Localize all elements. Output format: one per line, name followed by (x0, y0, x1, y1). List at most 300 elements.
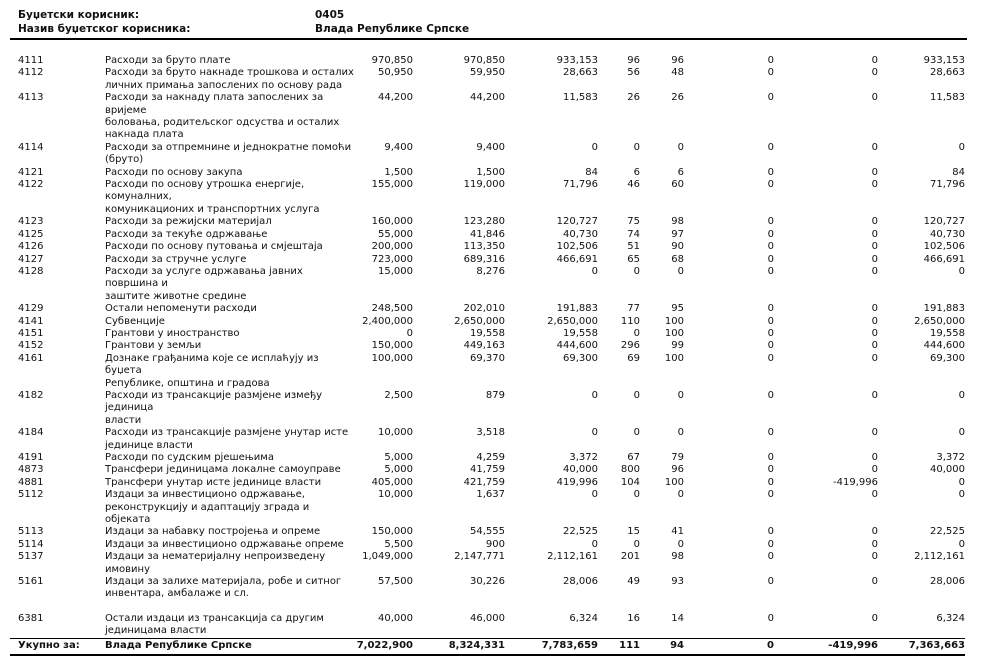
account-description: Расходи из трансакције размјене између јединица власти (105, 389, 323, 426)
budget-amount: 0 (406, 327, 413, 339)
index-2: 14 (671, 612, 684, 624)
correction-amount: 0 (871, 141, 878, 153)
rebalanced-budget-amount: 41,846 (470, 228, 505, 240)
account-description: Расходи за режијски материјал (105, 216, 272, 228)
budget-amount: 200,000 (371, 241, 413, 253)
table-row (10, 340, 965, 352)
col6-amount: 0 (767, 538, 774, 550)
rebalanced-budget-amount: 19,558 (470, 327, 505, 339)
budget-amount: 44,200 (378, 92, 413, 104)
correction-amount: 0 (871, 340, 878, 352)
account-description: Грантови у иностранство (105, 327, 240, 339)
correction-amount: 0 (871, 303, 878, 315)
budget-table (10, 55, 965, 656)
budget-amount: 5,500 (384, 538, 413, 550)
account-code: 5137 (18, 551, 44, 563)
account-description: Расходи по основу путовања и смјештаја (105, 241, 323, 253)
executed-amount: 28,663 (563, 67, 598, 79)
final-amount: 0 (958, 389, 965, 401)
account-description: Трансфери унутар исте јединице власти (105, 476, 322, 488)
table-row (10, 390, 965, 427)
rebalanced-budget-amount: 123,280 (463, 216, 505, 228)
correction-amount: 0 (871, 315, 878, 327)
account-code: 4182 (18, 389, 44, 401)
account-description: Расходи за бруто накнаде трошкова и осталих личних примања запослених по основу рада (105, 67, 354, 91)
rebalanced-budget-amount: 202,010 (463, 303, 505, 315)
final-amount: 466,691 (923, 253, 965, 265)
index-2: 96 (671, 55, 684, 66)
budget-amount: 9,400 (384, 141, 413, 153)
index-1: 51 (627, 241, 640, 253)
table-row (10, 464, 965, 476)
rebalanced-budget-amount: 1,500 (476, 166, 505, 178)
account-code: 5114 (18, 538, 44, 550)
budget-amount: 5,000 (384, 452, 413, 463)
account-description: Расходи из трансакције размјене унутар исте јединице власти (105, 427, 349, 451)
index-1: 26 (627, 92, 640, 104)
index-2: 0 (677, 538, 684, 550)
col6-amount: 0 (767, 352, 774, 364)
budget-user-code: 0405 (315, 9, 345, 21)
executed-amount: 11,583 (563, 92, 598, 104)
correction-amount: 0 (871, 452, 878, 463)
table-row (10, 216, 965, 228)
final-amount: 933,153 (923, 55, 965, 66)
account-code: 4112 (18, 67, 44, 79)
budget-amount: 40,000 (378, 612, 413, 624)
col6-amount: 0 (767, 576, 774, 588)
final-amount: 11,583 (930, 92, 965, 104)
account-code: 4184 (18, 427, 44, 439)
account-code: 4873 (18, 464, 44, 476)
rebalanced-budget-amount: 970,850 (463, 55, 505, 66)
index-2: 100 (664, 476, 684, 488)
account-code: 4111 (18, 55, 44, 66)
rebalanced-budget-amount: 4,259 (476, 452, 505, 463)
budget-amount: 50,950 (378, 67, 413, 79)
final-amount: 2,650,000 (914, 315, 965, 327)
account-code: 4141 (18, 315, 44, 327)
rebalanced-budget-amount: 59,950 (470, 67, 505, 79)
account-code: 5113 (18, 526, 44, 538)
account-code: 4881 (18, 476, 44, 488)
index-2: 0 (677, 141, 684, 153)
account-description: Остали издаци из трансакција са другим јединицама власти (105, 612, 324, 637)
col6-amount: 0 (767, 216, 774, 228)
index-1: 0 (633, 265, 640, 277)
account-code: 4152 (18, 340, 44, 352)
correction-amount: 0 (871, 92, 878, 104)
correction-amount: 0 (871, 228, 878, 240)
budget-amount: 2,400,000 (362, 315, 413, 327)
col6-amount: 0 (767, 551, 774, 563)
budget-amount: 15,000 (378, 265, 413, 277)
col6-amount: 0 (767, 265, 774, 277)
budget-amount: 248,500 (371, 303, 413, 315)
budget-amount: 723,000 (371, 253, 413, 265)
budget-amount: 405,000 (371, 476, 413, 488)
col6-amount: 0 (767, 253, 774, 265)
table-row (10, 55, 965, 67)
rebalanced-budget-amount: 54,555 (470, 526, 505, 538)
index-2: 68 (671, 253, 684, 265)
rebalanced-budget-amount: 119,000 (463, 179, 505, 191)
index-2: 60 (671, 179, 684, 191)
account-code: 5161 (18, 576, 44, 588)
index-2: 26 (671, 92, 684, 104)
final-amount: 0 (958, 141, 965, 153)
account-description: Издаци за инвестиционо одржавање опреме (105, 538, 344, 550)
executed-amount: 40,730 (563, 228, 598, 240)
final-amount: 120,727 (923, 216, 965, 228)
final-amount: 0 (958, 427, 965, 439)
final-amount: 3,372 (936, 452, 965, 463)
rebalanced-budget-amount: 2,650,000 (454, 315, 505, 327)
rebalanced-budget-amount: 44,200 (470, 92, 505, 104)
account-code: 4161 (18, 352, 44, 364)
index-2: 100 (664, 352, 684, 364)
budget-user-name-row (10, 22, 967, 36)
account-description: Расходи за бруто плате (105, 55, 231, 66)
index-2: 0 (677, 265, 684, 277)
table-row (10, 576, 965, 601)
final-amount: 0 (958, 489, 965, 501)
index-2: 41 (671, 526, 684, 538)
correction-amount: 0 (871, 538, 878, 550)
table-row (10, 316, 965, 328)
account-code: 6381 (18, 612, 44, 624)
correction-amount: 0 (871, 526, 878, 538)
budget-user-name: Влада Републике Српске (315, 23, 470, 35)
total-rebalanced-budget: 8,324,331 (413, 638, 505, 655)
account-code: 4128 (18, 265, 44, 277)
final-amount: 191,883 (923, 303, 965, 315)
final-amount: 0 (958, 265, 965, 277)
table-row (10, 601, 965, 638)
executed-amount: 0 (591, 141, 598, 153)
rebalanced-budget-amount: 9,400 (476, 141, 505, 153)
account-description: Издаци за нематеријалну непроизведену имовину (105, 551, 326, 575)
index-1: 67 (627, 452, 640, 463)
account-description: Расходи по судским рјешењима (105, 452, 274, 463)
account-description: Расходи за отпремнине и једнократне помоћи (бруто) (105, 141, 352, 166)
correction-amount: 0 (871, 179, 878, 191)
index-1: 201 (620, 551, 640, 563)
executed-amount: 0 (591, 489, 598, 501)
budget-amount: 160,000 (371, 216, 413, 228)
col6-amount: 0 (767, 489, 774, 501)
table-row (10, 477, 965, 489)
index-2: 48 (671, 67, 684, 79)
col6-amount: 0 (767, 241, 774, 253)
col6-amount: 0 (767, 303, 774, 315)
index-2: 79 (671, 452, 684, 463)
budget-amount: 10,000 (378, 489, 413, 501)
total-index-1: 111 (598, 638, 640, 655)
index-1: 104 (620, 476, 640, 488)
table-row (10, 452, 965, 464)
budget-amount: 5,000 (384, 464, 413, 476)
total-name: Влада Републике Српске (105, 638, 355, 655)
table-row (10, 67, 965, 92)
table-row (10, 241, 965, 253)
total-executed: 7,783,659 (505, 638, 598, 655)
rebalanced-budget-amount: 689,316 (463, 253, 505, 265)
col6-amount: 0 (767, 166, 774, 178)
executed-amount: 71,796 (563, 179, 598, 191)
total-index-2: 94 (640, 638, 684, 655)
executed-amount: 2,112,161 (547, 551, 598, 563)
rebalanced-budget-amount: 8,276 (476, 265, 505, 277)
account-description: Дознаке грађанима које се исплаћују из буџета Републике, општина и градова (105, 352, 319, 389)
index-2: 6 (677, 166, 684, 178)
budget-amount: 150,000 (371, 340, 413, 352)
account-code: 4151 (18, 327, 44, 339)
rebalanced-budget-amount: 113,350 (463, 241, 505, 253)
account-description: Грантови у земљи (105, 340, 202, 352)
account-description: Остали непоменути расходи (105, 303, 257, 315)
table-row (10, 539, 965, 551)
final-amount: 6,324 (936, 612, 965, 624)
correction-amount: 0 (871, 327, 878, 339)
index-1: 0 (633, 327, 640, 339)
account-description: Расходи за стручне услуге (105, 253, 247, 265)
account-code: 4122 (18, 179, 44, 191)
account-code: 4127 (18, 253, 44, 265)
index-2: 98 (671, 216, 684, 228)
table-row (10, 142, 965, 167)
index-2: 95 (671, 303, 684, 315)
account-code: 4113 (18, 92, 44, 104)
index-1: 0 (633, 389, 640, 401)
col6-amount: 0 (767, 179, 774, 191)
correction-amount: 0 (871, 216, 878, 228)
index-1: 65 (627, 253, 640, 265)
index-2: 0 (677, 489, 684, 501)
total-row (10, 638, 965, 655)
executed-amount: 69,300 (563, 352, 598, 364)
table-row (10, 526, 965, 538)
correction-amount: 0 (871, 265, 878, 277)
index-2: 97 (671, 228, 684, 240)
account-description: Расходи за текуће одржавање (105, 228, 268, 240)
total-budget: 7,022,900 (355, 638, 413, 655)
index-1: 296 (620, 340, 640, 352)
correction-amount: 0 (871, 241, 878, 253)
final-amount: 102,506 (923, 241, 965, 253)
account-code: 5112 (18, 489, 44, 501)
table-row (10, 551, 965, 576)
table-row (10, 303, 965, 315)
correction-amount: 0 (871, 352, 878, 364)
col6-amount: 0 (767, 452, 774, 463)
index-2: 100 (664, 315, 684, 327)
account-code: 4126 (18, 241, 44, 253)
col6-amount: 0 (767, 327, 774, 339)
col6-amount: 0 (767, 315, 774, 327)
account-description: Издаци за залихе материјала, робе и ситног инвентара, амбалаже и сл. (105, 576, 342, 600)
total-correction: -419,996 (774, 638, 878, 655)
final-amount: 22,525 (930, 526, 965, 538)
budget-amount: 55,000 (378, 228, 413, 240)
index-1: 77 (627, 303, 640, 315)
index-1: 46 (627, 179, 640, 191)
index-2: 0 (677, 427, 684, 439)
col6-amount: 0 (767, 141, 774, 153)
rebalanced-budget-amount: 30,226 (470, 576, 505, 588)
correction-amount: 0 (871, 464, 878, 476)
account-description: Расходи за накнаду плата запослених за вријеме боловања, родитељског одсуства и осталих накнада плата (105, 92, 340, 141)
rebalanced-budget-amount: 41,759 (470, 464, 505, 476)
correction-amount: 0 (871, 67, 878, 79)
index-1: 0 (633, 427, 640, 439)
index-1: 6 (633, 166, 640, 178)
rebalanced-budget-amount: 3,518 (476, 427, 505, 439)
index-2: 98 (671, 551, 684, 563)
index-2: 90 (671, 241, 684, 253)
total-final: 7,363,663 (878, 638, 965, 655)
executed-amount: 102,506 (556, 241, 598, 253)
total-label: Укупно за: (10, 638, 105, 655)
final-amount: 2,112,161 (914, 551, 965, 563)
correction-amount: 0 (871, 253, 878, 265)
final-amount: 40,000 (930, 464, 965, 476)
correction-amount: 0 (871, 576, 878, 588)
executed-amount: 40,000 (563, 464, 598, 476)
budget-amount: 2,500 (384, 389, 413, 401)
col6-amount: 0 (767, 228, 774, 240)
account-description: Расходи за услуге одржавања јавних површина и заштите животне средине (105, 265, 303, 302)
index-1: 49 (627, 576, 640, 588)
table-row (10, 489, 965, 526)
correction-amount: 0 (871, 612, 878, 624)
executed-amount: 84 (585, 166, 598, 178)
account-code: 4121 (18, 166, 44, 178)
budget-amount: 150,000 (371, 526, 413, 538)
col6-amount: 0 (767, 612, 774, 624)
account-code: 4129 (18, 303, 44, 315)
budget-amount: 970,850 (371, 55, 413, 66)
index-1: 96 (627, 55, 640, 66)
index-1: 75 (627, 216, 640, 228)
executed-amount: 0 (591, 389, 598, 401)
account-code: 4125 (18, 228, 44, 240)
executed-amount: 0 (591, 538, 598, 550)
final-amount: 84 (952, 166, 965, 178)
executed-amount: 0 (591, 265, 598, 277)
col6-amount: 0 (767, 464, 774, 476)
index-1: 110 (620, 315, 640, 327)
index-2: 100 (664, 327, 684, 339)
account-description: Издаци за инвестиционо одржавање, реконструкцију и адаптацију зграда и објеката (105, 489, 310, 526)
table-row (10, 328, 965, 340)
account-code: 4123 (18, 216, 44, 228)
executed-amount: 19,558 (563, 327, 598, 339)
index-2: 96 (671, 464, 684, 476)
executed-amount: 28,006 (563, 576, 598, 588)
final-amount: 444,600 (923, 340, 965, 352)
executed-amount: 2,650,000 (547, 315, 598, 327)
index-2: 93 (671, 576, 684, 588)
rebalanced-budget-amount: 69,370 (470, 352, 505, 364)
index-2: 99 (671, 340, 684, 352)
executed-amount: 22,525 (563, 526, 598, 538)
budget-user-row (10, 8, 967, 22)
executed-amount: 120,727 (556, 216, 598, 228)
rebalanced-budget-amount: 2,147,771 (454, 551, 505, 563)
account-code: 4114 (18, 141, 44, 153)
index-2: 0 (677, 389, 684, 401)
col6-amount: 0 (767, 92, 774, 104)
budget-user-label: Буџетски корисник: (18, 9, 140, 21)
final-amount: 19,558 (930, 327, 965, 339)
account-description: Расходи по основу утрошка енергије, комуналних, комуникационих и транспортних услуга (105, 179, 320, 215)
account-code: 4191 (18, 452, 44, 463)
budget-amount: 1,500 (384, 166, 413, 178)
final-amount: 71,796 (930, 179, 965, 191)
correction-amount: 0 (871, 489, 878, 501)
index-1: 0 (633, 489, 640, 501)
rebalanced-budget-amount: 449,163 (463, 340, 505, 352)
final-amount: 0 (958, 476, 965, 488)
final-amount: 28,006 (930, 576, 965, 588)
rebalanced-budget-amount: 879 (485, 389, 505, 401)
budget-amount: 100,000 (371, 352, 413, 364)
account-description: Расходи по основу закупа (105, 166, 243, 178)
rebalanced-budget-amount: 1,637 (476, 489, 505, 501)
col6-amount: 0 (767, 340, 774, 352)
index-1: 69 (627, 352, 640, 364)
index-1: 0 (633, 538, 640, 550)
col6-amount: 0 (767, 476, 774, 488)
executed-amount: 933,153 (556, 55, 598, 66)
account-description: Издаци за набавку постројења и опреме (105, 526, 321, 538)
report-header (10, 8, 967, 40)
rebalanced-budget-amount: 421,759 (463, 476, 505, 488)
executed-amount: 444,600 (556, 340, 598, 352)
executed-amount: 466,691 (556, 253, 598, 265)
table-row (10, 353, 965, 390)
correction-amount: 0 (871, 551, 878, 563)
index-1: 0 (633, 141, 640, 153)
executed-amount: 3,372 (569, 452, 598, 463)
account-description: Трансфери јединицама локалне самоуправе (105, 464, 341, 476)
account-description: Субвенције (105, 315, 165, 327)
index-1: 56 (627, 67, 640, 79)
final-amount: 40,730 (930, 228, 965, 240)
table-row (10, 179, 965, 216)
index-1: 800 (620, 464, 640, 476)
table-row (10, 254, 965, 266)
col6-amount: 0 (767, 55, 774, 66)
executed-amount: 419,996 (556, 476, 598, 488)
col6-amount: 0 (767, 67, 774, 79)
index-1: 16 (627, 612, 640, 624)
col6-amount: 0 (767, 526, 774, 538)
rebalanced-budget-amount: 46,000 (470, 612, 505, 624)
total-col6: 0 (684, 638, 774, 655)
correction-amount: 0 (871, 166, 878, 178)
final-amount: 69,300 (930, 352, 965, 364)
budget-amount: 155,000 (371, 179, 413, 191)
correction-amount: 0 (871, 427, 878, 439)
budget-amount: 10,000 (378, 427, 413, 439)
budget-user-name-label: Назив буџетског корисника: (18, 23, 191, 35)
budget-amount: 57,500 (378, 576, 413, 588)
final-amount: 0 (958, 538, 965, 550)
executed-amount: 0 (591, 427, 598, 439)
table-row (10, 427, 965, 452)
